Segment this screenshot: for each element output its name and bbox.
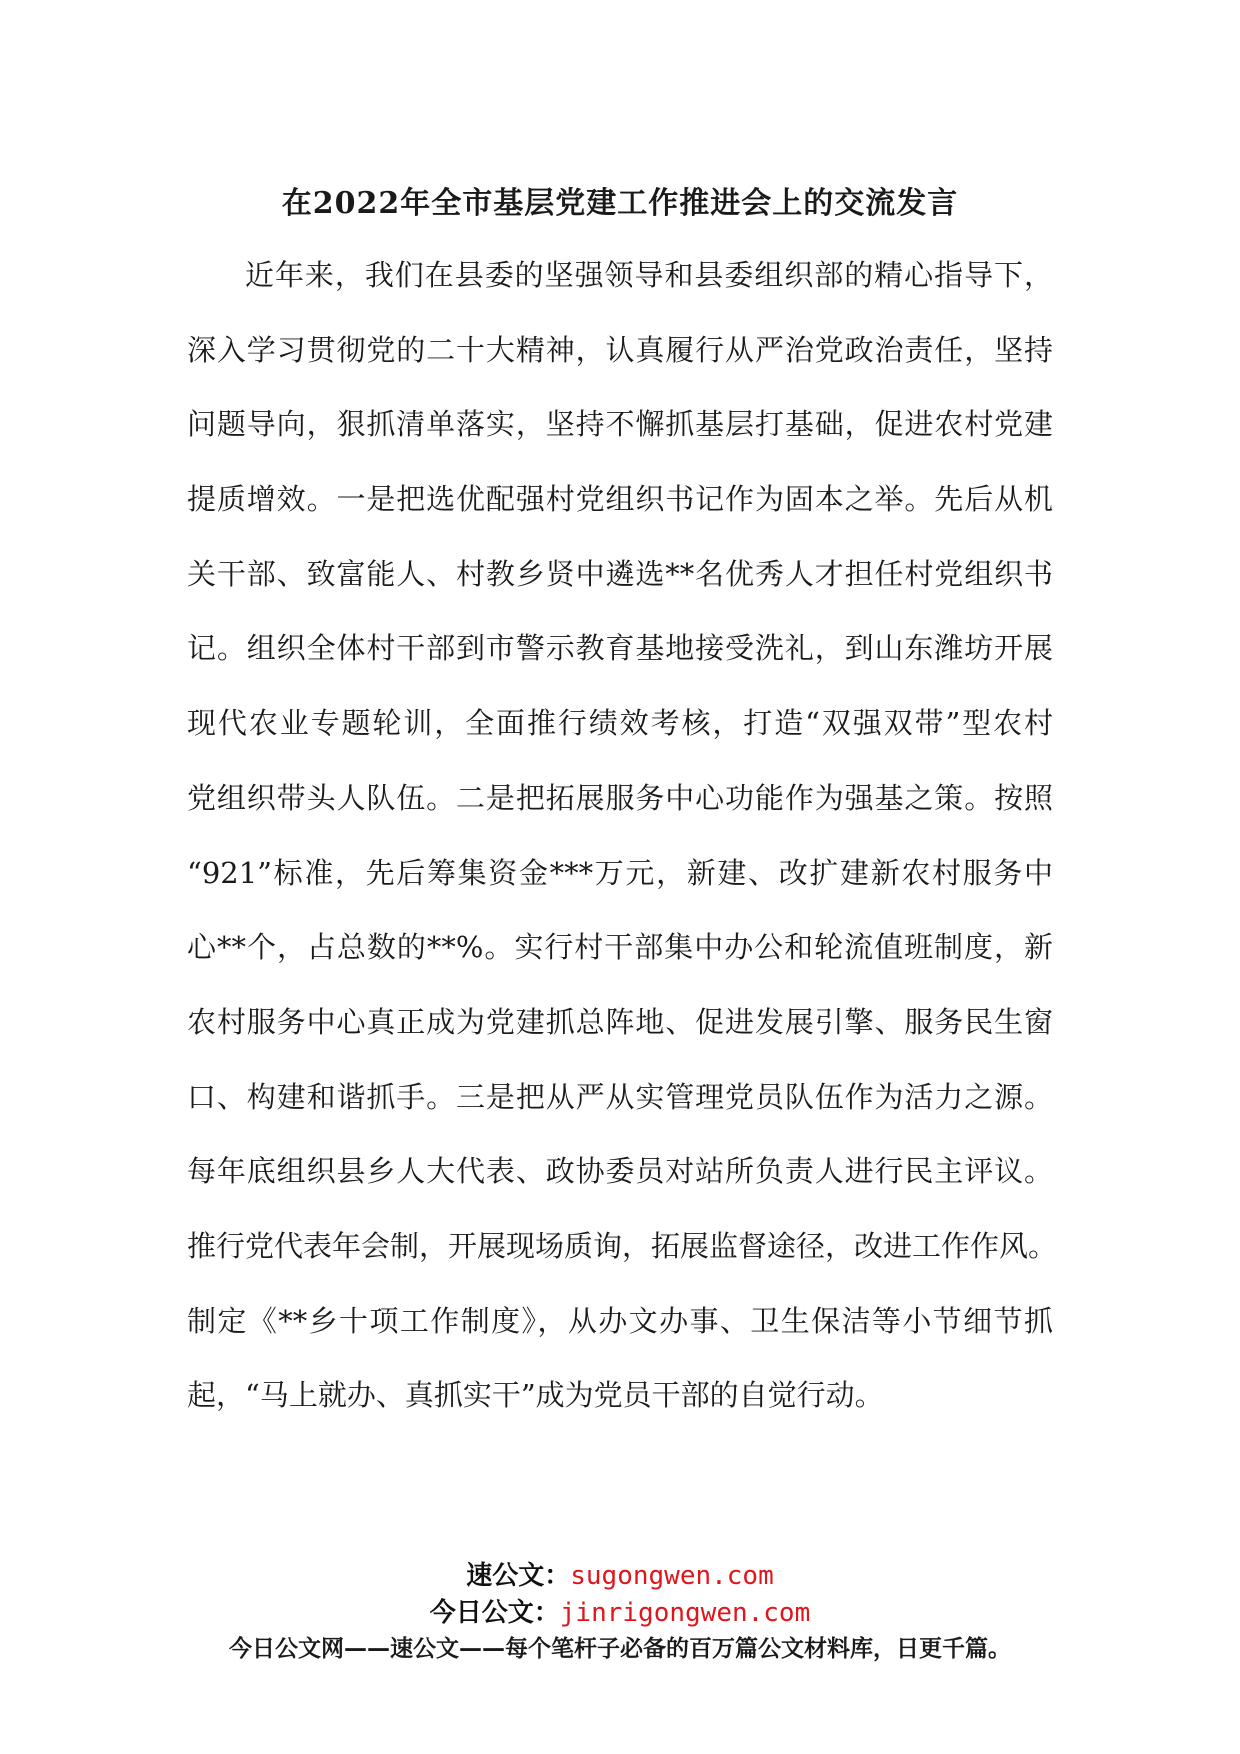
document-body (187, 238, 1058, 1433)
paragraph-line: 深入学习贯彻党的二十大精神，认真履行从严治党政治责任，坚持 (187, 332, 1053, 367)
paragraph-line: 心**个，占总数的**%。实行村干部集中办公和轮流值班制度，新 (187, 930, 1053, 965)
paragraph-line: 起，“马上就办、真抓实干”成为党员干部的自觉行动。 (187, 1378, 884, 1413)
footer-link-sugongwen[interactable]: sugongwen.com (570, 1561, 774, 1591)
paragraph-line: 提质增效。一是把选优配强村党组织书记作为固本之举。先后从机 (187, 482, 1053, 517)
footer-label: 速公文： (466, 1561, 571, 1591)
paragraph-line: 记。组织全体村干部到市警示教育基地接受洗礼，到山东潍坊开展 (187, 631, 1053, 666)
paragraph-line: 现代农业专题轮训，全面推行绩效考核，打造“双强双带”型农村 (187, 706, 1053, 741)
footer-tagline: 今日公文网——速公文——每个笔杆子必备的百万篇公文材料库，日更千篇。 (229, 1636, 1011, 1662)
paragraph-line: “921”标准，先后筹集资金***万元，新建、改扩建新农村服务中 (187, 855, 1053, 890)
footer-link-jinrigongwen[interactable]: jinrigongwen.com (559, 1598, 811, 1628)
paragraph-line: 党组织带头人队伍。二是把拓展服务中心功能作为强基之策。按照 (187, 780, 1053, 815)
footer-jinrigongwen (0, 1592, 1240, 1629)
paragraph-line: 制定《**乡十项工作制度》，从办文办事、卫生保洁等小节细节抓 (187, 1303, 1053, 1338)
footer-sugongwen (0, 1555, 1240, 1592)
paragraph-line: 问题导向，狠抓清单落实，坚持不懈抓基层打基础，促进农村党建 (187, 407, 1053, 442)
paragraph-line: 近年来，我们在县委的坚强领导和县委组织部的精心指导下， (245, 258, 1053, 292)
paragraph-line: 推行党代表年会制，开展现场质询，拓展监督途径，改进工作作风。 (187, 1228, 1058, 1263)
paragraph-line: 每年底组织县乡人大代表、政协委员对站所负责人进行民主评议。 (187, 1154, 1053, 1189)
paragraph-line: 农村服务中心真正成为党建抓总阵地、促进发展引擎、服务民生窗 (187, 1004, 1053, 1039)
footer-label: 今日公文： (429, 1598, 560, 1628)
paragraph-line: 关干部、致富能人、村教乡贤中遴选**名优秀人才担任村党组织书 (187, 556, 1053, 591)
paragraph-line: 口、构建和谐抓手。三是把从严从实管理党员队伍作为活力之源。 (187, 1079, 1053, 1114)
page-title: 在2022年全市基层党建工作推进会上的交流发言 (281, 186, 959, 221)
